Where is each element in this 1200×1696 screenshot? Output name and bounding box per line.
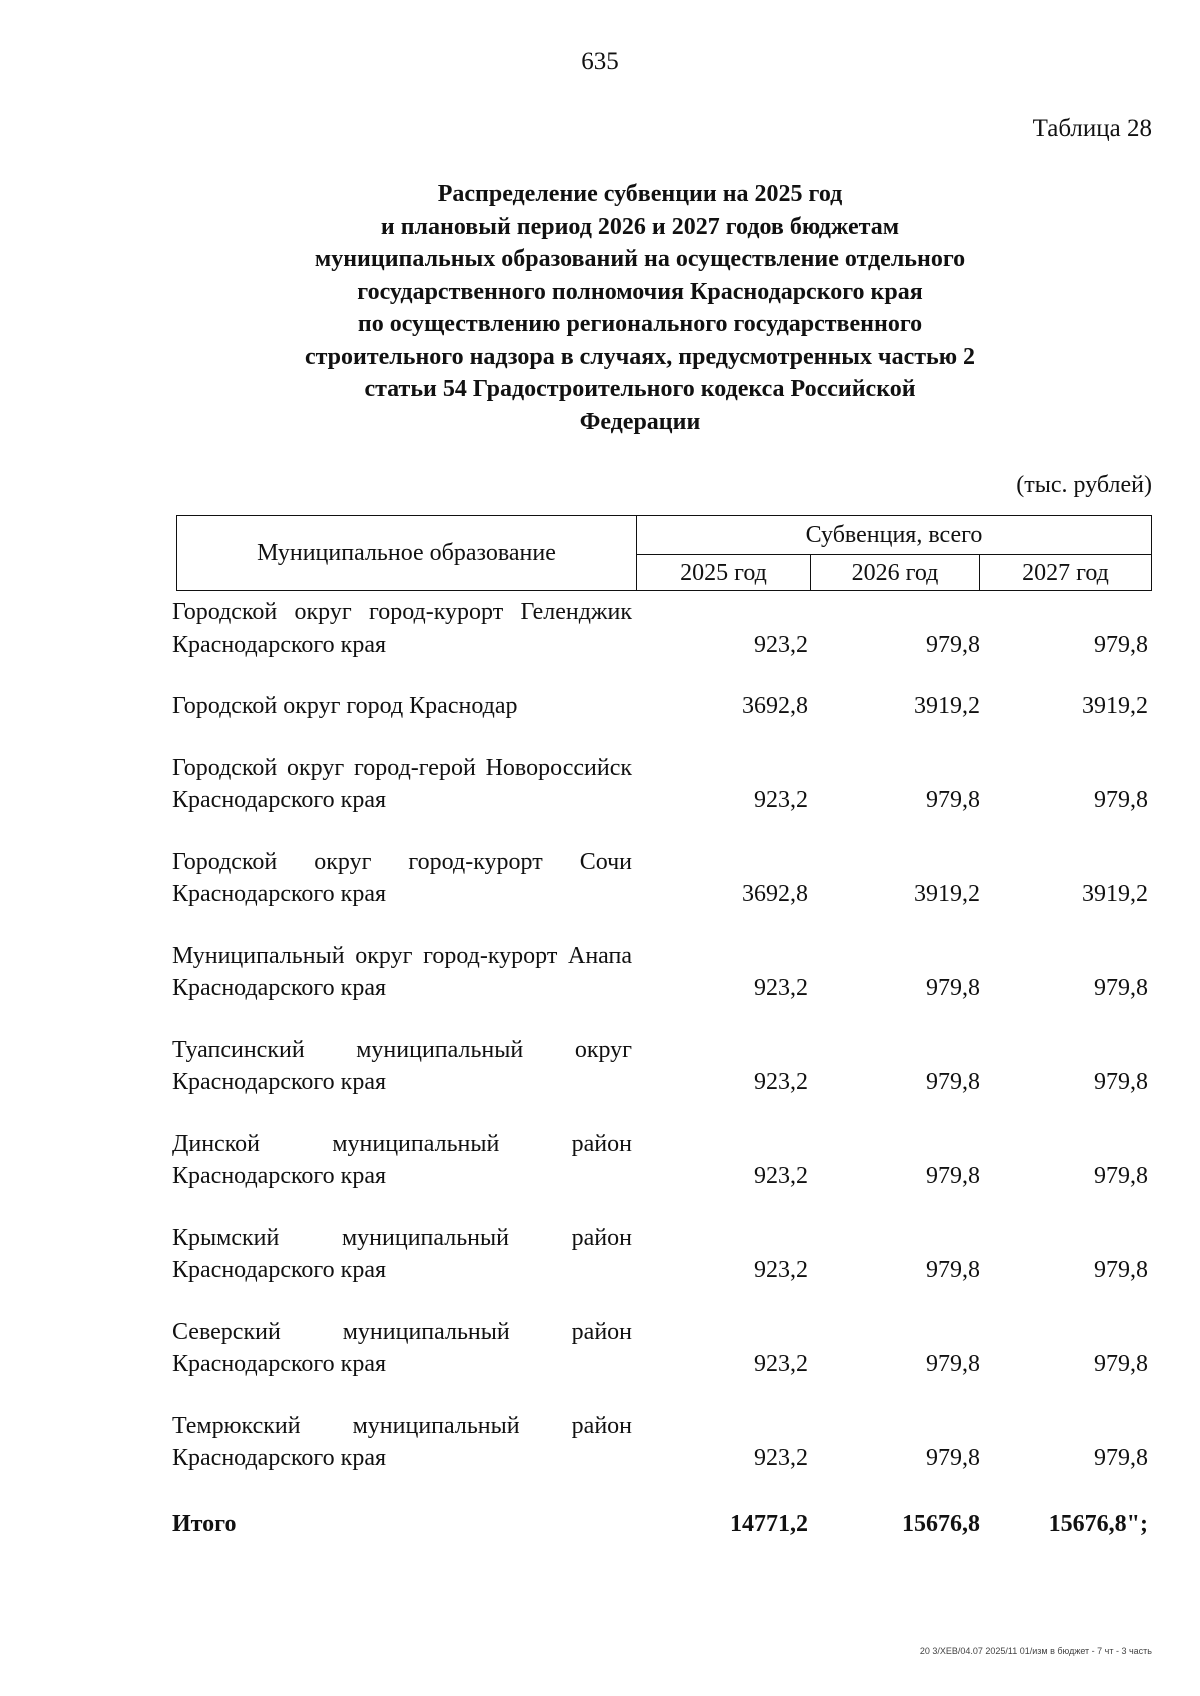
units-label: (тыс. рублей): [1016, 472, 1152, 498]
municipality-name: Городской округ город-герой Новороссийск Краснодарского края: [172, 754, 632, 813]
table-row: [172, 846, 1152, 940]
value-2027: 979,8: [1094, 787, 1148, 813]
value-2027: 979,8: [1094, 1069, 1148, 1095]
value-2026: 979,8: [926, 631, 980, 658]
value-2025: 923,2: [754, 1445, 808, 1471]
municipality-name: Муниципальный округ город-курорт Анапа Краснодарского края: [172, 942, 632, 1001]
municipality-name: Темрюкский муниципальный район Краснодарского края: [172, 1412, 632, 1471]
table-row: [172, 1222, 1152, 1316]
value-2027: 979,8: [1094, 1445, 1148, 1471]
value-2026: 979,8: [926, 975, 980, 1001]
header-municipality: Муниципальное образование: [177, 516, 637, 590]
title-line: государственного полномочия Краснодарского края: [357, 278, 923, 305]
value-2027: 979,8: [1094, 631, 1148, 658]
municipality-name: Туапсинский муниципальный округ Краснодарского края: [172, 1036, 632, 1095]
value-2025: 923,2: [754, 1163, 808, 1189]
municipality-name: Крымский муниципальный район Краснодарского края: [172, 1224, 632, 1283]
title-line: Распределение субвенции на 2025 год: [437, 181, 843, 207]
value-2026: 979,8: [926, 1163, 980, 1189]
header-year-2026: 2026 год: [811, 555, 980, 591]
value-2025: 923,2: [754, 787, 808, 813]
value-2025: 923,2: [754, 631, 808, 658]
value-2026: 979,8: [926, 787, 980, 813]
title-line: статьи 54 Градостроительного кодекса Российской: [364, 376, 916, 402]
header-subsidy-total: Субвенция, всего: [637, 516, 1151, 555]
header-year-2027: 2027 год: [1022, 559, 1109, 586]
value-2026: 979,8: [926, 1257, 980, 1283]
value-2025: 3692,8: [742, 881, 808, 907]
value-2026: 3919,2: [914, 881, 980, 907]
table-row: [172, 940, 1152, 1034]
title-line: и плановый период 2026 и 2027 годов бюджетам: [380, 213, 900, 240]
title-line: Федерации: [579, 408, 701, 435]
value-2025: 923,2: [754, 1257, 808, 1283]
municipality-name: Динской муниципальный район Краснодарского края: [172, 1130, 632, 1189]
total-2025: 14771,2: [730, 1510, 808, 1537]
municipality-name: Северский муниципальный район Краснодарского края: [172, 1318, 632, 1377]
table-row: [172, 1316, 1152, 1410]
value-2027: 979,8: [1094, 1163, 1148, 1189]
value-2025: 923,2: [754, 975, 808, 1001]
value-2025: 923,2: [754, 1069, 808, 1095]
total-row: [172, 1504, 1152, 1570]
table-row: [172, 1034, 1152, 1128]
table-label: Таблица 28: [1032, 115, 1152, 142]
municipality-name: Городской округ город Краснодар: [172, 693, 518, 719]
value-2027: 979,8: [1094, 1351, 1148, 1377]
municipality-name: Городской округ город-курорт Геленджик Краснодарского края: [172, 599, 632, 658]
table-row: [172, 1128, 1152, 1222]
municipality-name: Городской округ город-курорт Сочи Краснодарского края: [172, 848, 632, 907]
page-number: 635: [581, 48, 619, 75]
document-title: [200, 178, 1080, 438]
value-2027: 979,8: [1094, 975, 1148, 1001]
value-2027: 979,8: [1094, 1257, 1148, 1283]
value-2026: 979,8: [926, 1351, 980, 1377]
value-2026: 979,8: [926, 1069, 980, 1095]
total-2027: 15676,8";: [1048, 1510, 1148, 1537]
total-2026: 15676,8: [902, 1510, 980, 1537]
value-2025: 923,2: [754, 1351, 808, 1377]
table-row: [172, 690, 1152, 752]
value-2025: 3692,8: [742, 693, 808, 719]
title-line: строительного надзора в случаях, предусмотренных частью 2: [304, 343, 976, 370]
table-body: [172, 596, 1152, 1569]
title-line: по осуществлению регионального государственного: [357, 311, 923, 337]
table-row: [172, 752, 1152, 846]
total-label: Итого: [172, 1510, 237, 1537]
table-row: [172, 1410, 1152, 1504]
value-2026: 979,8: [926, 1445, 980, 1471]
header-year-2025: 2025 год: [637, 555, 811, 591]
table-row: [172, 596, 1152, 690]
table-header: [176, 515, 1152, 591]
value-2026: 3919,2: [914, 693, 980, 719]
value-2027: 3919,2: [1082, 693, 1148, 719]
footer-code: 20 3/XEB/04.07 2025/11 01/изм в бюджет - 7 чт - 3 часть: [919, 1646, 1152, 1656]
title-line: муниципальных образований на осуществление отдельного: [314, 246, 966, 272]
value-2027: 3919,2: [1082, 881, 1148, 907]
